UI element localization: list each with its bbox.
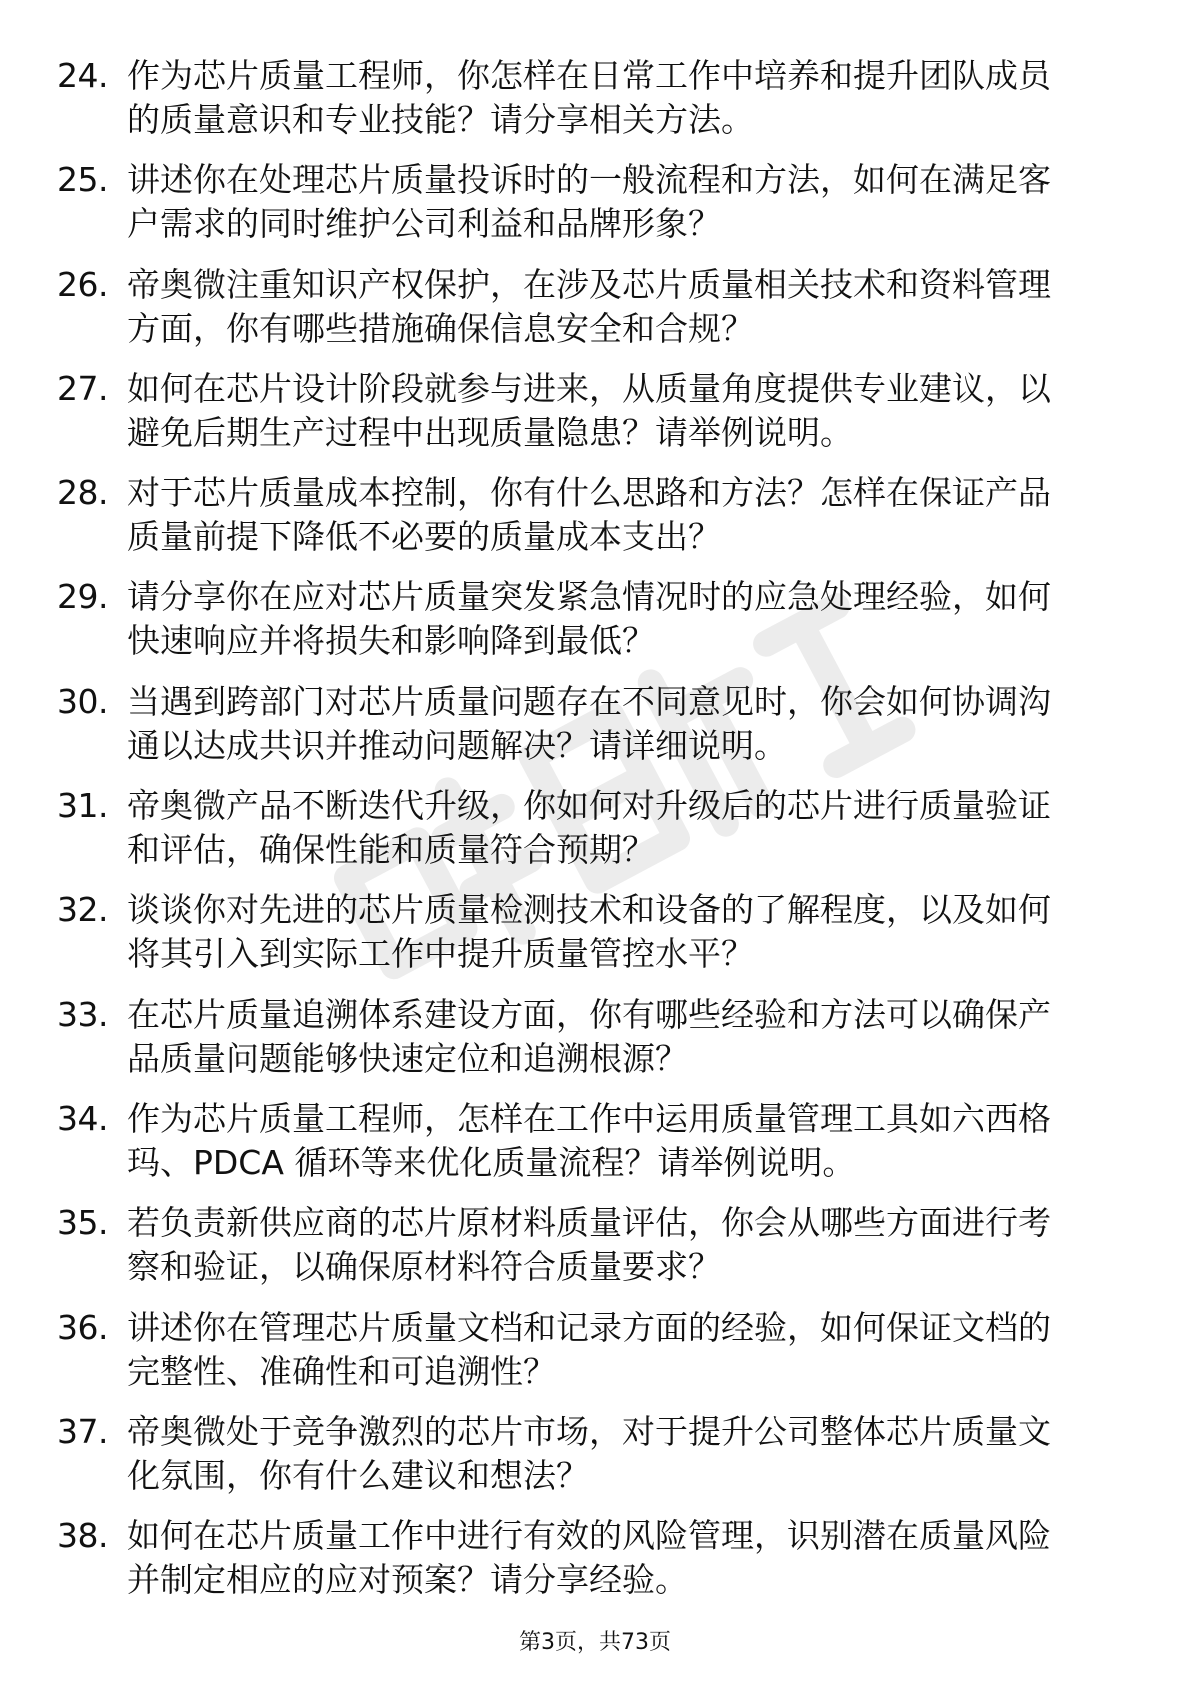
question-number: 31.	[57, 786, 108, 826]
question-number: 29.	[57, 577, 108, 617]
question-number: 26.	[57, 264, 108, 304]
question-number: 37.	[57, 1411, 108, 1451]
question-text: 帝奥微注重知识产权保护，在涉及芯片质量相关技术和资料管理 方面，你有哪些措施确保信息安全和合规？	[127, 264, 1051, 348]
question-item	[57, 367, 1117, 471]
question-number: 35.	[57, 1203, 108, 1243]
question-item	[57, 575, 1117, 679]
question-text: 当遇到跨部门对芯片质量问题存在不同意见时，你会如何协调沟 通以达成共识并推动问题解决？请详细说明。	[127, 681, 1051, 765]
question-text: 帝奥微产品不断迭代升级，你如何对升级后的芯片进行质量验证 和评估，确保性能和质量符合预期？	[127, 786, 1051, 870]
page-number-label: 第3页，共73页	[519, 1630, 671, 1655]
question-text: 如何在芯片质量工作中进行有效的风险管理，识别潜在质量风险 并制定相应的应对预案？请分享经验。	[127, 1516, 1051, 1600]
question-item	[57, 888, 1117, 992]
question-number: 24.	[57, 56, 108, 95]
question-item	[57, 1410, 1117, 1514]
question-number: 25.	[57, 160, 108, 200]
question-item	[57, 471, 1117, 575]
question-number: 34.	[57, 1098, 108, 1138]
question-item	[57, 1097, 1117, 1201]
question-item	[57, 784, 1117, 888]
question-item	[57, 993, 1117, 1097]
question-number: 30.	[57, 681, 108, 721]
question-number: 28.	[57, 473, 108, 513]
question-number: 36.	[57, 1307, 108, 1347]
question-number: 32.	[57, 890, 108, 930]
question-text: 对于芯片质量成本控制，你有什么思路和方法？怎样在保证产品 质量前提下降低不必要的质量成本支出？	[127, 473, 1051, 557]
page-footer	[0, 1628, 1190, 1658]
question-text: 作为芯片质量工程师，你怎样在日常工作中培养和提升团队成员 的质量意识和专业技能？请分享相关方法。	[127, 56, 1051, 139]
question-number: 38.	[57, 1516, 108, 1556]
question-number: 27.	[57, 368, 108, 408]
question-item	[57, 158, 1117, 262]
question-text: 帝奥微处于竞争激烈的芯片市场，对于提升公司整体芯片质量文 化氛围，你有什么建议和想法？	[127, 1411, 1051, 1495]
question-item	[57, 1201, 1117, 1305]
question-text: 讲述你在管理芯片质量文档和记录方面的经验，如何保证文档的 完整性、准确性和可追溯性？	[127, 1307, 1051, 1391]
question-item	[57, 1514, 1117, 1618]
question-text: 如何在芯片设计阶段就参与进来，从质量角度提供专业建议，以 避免后期生产过程中出现质量隐患？请举例说明。	[127, 368, 1051, 452]
question-text: 谈谈你对先进的芯片质量检测技术和设备的了解程度，以及如何 将其引入到实际工作中提升质量管控水平？	[127, 890, 1051, 974]
question-list	[57, 54, 1117, 1618]
question-text: 请分享你在应对芯片质量突发紧急情况时的应急处理经验，如何 快速响应并将损失和影响降到最低？	[127, 577, 1051, 661]
question-number: 33.	[57, 994, 108, 1034]
question-item	[57, 54, 1117, 158]
question-item	[57, 1306, 1117, 1410]
question-text: 在芯片质量追溯体系建设方面，你有哪些经验和方法可以确保产 品质量问题能够快速定位和追溯根源？	[127, 994, 1051, 1078]
question-text: 讲述你在处理芯片质量投诉时的一般流程和方法，如何在满足客 户需求的同时维护公司利益和品牌形象？	[127, 160, 1051, 244]
question-text: 作为芯片质量工程师，怎样在工作中运用质量管理工具如六西格 玛、PDCA 循环等来优化质量流程？请举例说明。	[127, 1098, 1051, 1182]
question-item	[57, 680, 1117, 784]
question-text: 若负责新供应商的芯片原材料质量评估，你会从哪些方面进行考 察和验证，以确保原材料符合质量要求？	[127, 1203, 1051, 1287]
question-item	[57, 263, 1117, 367]
